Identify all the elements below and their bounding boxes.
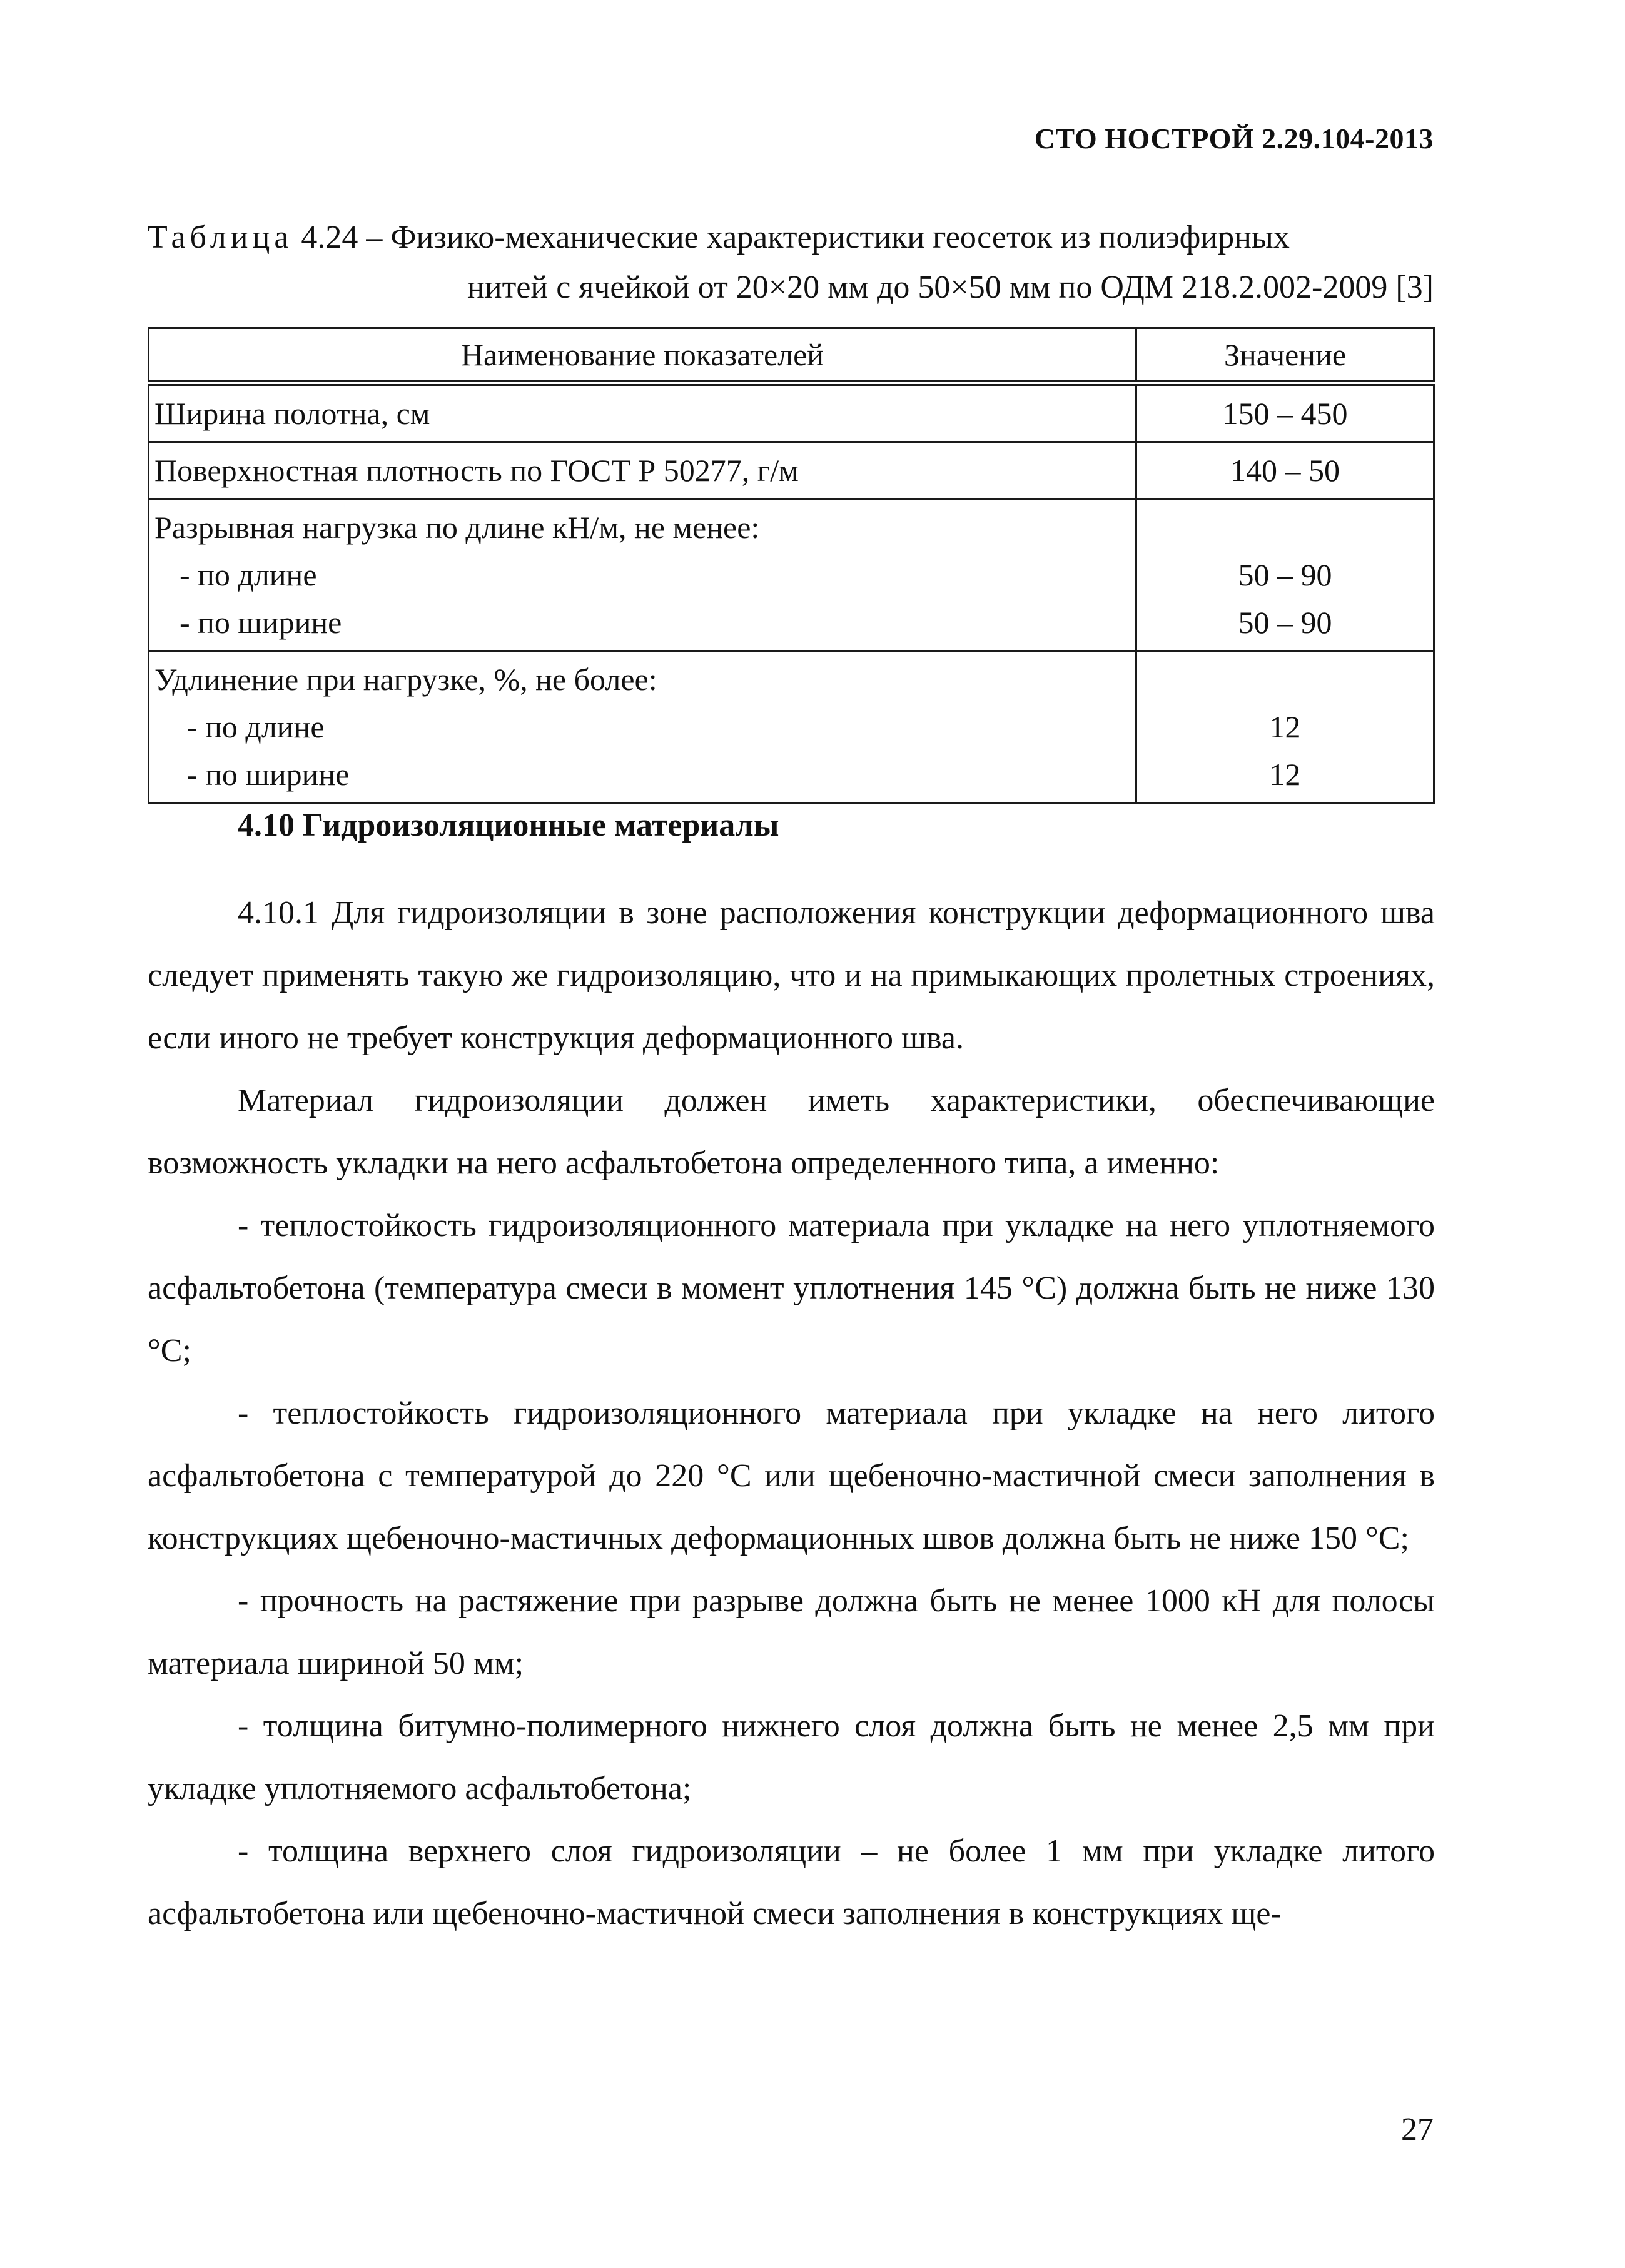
document-header: СТО НОСТРОЙ 2.29.104-2013 [1034,123,1434,154]
group-item: - по длине [187,709,325,744]
body-text [148,882,1435,1945]
paragraph: 4.10.1 Для гидроизоляции в зоне расположения конструкции деформационного шва следует применять такую же гидроизоляцию, что и на примыкающих пролетных строениях, если иного не требует конструкция деформационного шва. [148,895,1435,1056]
table-row [149,651,1434,803]
group-values [1136,651,1434,803]
table-row [149,383,1434,442]
table-caption [148,213,1434,313]
row-name: Поверхностная плотность по ГОСТ Р 50277, г/м [149,442,1136,499]
section-title: 4.10 Гидроизоляционные материалы [238,807,779,843]
paragraph: - теплостойкость гидроизоляционного материала при укладке на него уплотняемого асфальтобетона (температура смеси в момент уплотнения 145 °С) должна быть не ниже 130 °С; [148,1208,1435,1369]
group-values [1136,499,1434,651]
group-value: 50 – 90 [1238,605,1332,640]
row-value: 150 – 450 [1136,383,1434,442]
paragraph: - теплостойкость гидроизоляционного материала при укладке на него литого асфальтобетона с температурой до 220 °С или щебеночно-мастичной смеси заполнения в конструкциях щебеночно-мастичных деформационных швов должна быть не ниже 150 °С; [148,1395,1435,1556]
table-header-row [149,328,1434,383]
group-value: 12 [1269,709,1301,744]
group-value: 12 [1269,757,1301,792]
caption-line1: 4.24 – Физико-механические характеристики геосеток из полиэфирных [293,220,1290,255]
caption-word: Таблица [148,220,293,255]
group-item: - по длине [180,557,317,592]
paragraph: - прочность на растяжение при разрыве должна быть не менее 1000 кН для полосы материала шириной 50 мм; [148,1583,1435,1681]
group-title: Удлинение при нагрузке, %, не более: [154,662,657,697]
group-item: - по ширине [180,605,342,640]
page-number: 27 [1401,2112,1434,2147]
group-cell [149,651,1136,803]
group-value: 50 – 90 [1238,557,1332,592]
row-name: Ширина полотна, см [149,383,1136,442]
header-value: Значение [1136,328,1434,383]
table-row [149,499,1434,651]
header-name: Наименование показателей [149,328,1136,383]
spec-table [148,327,1435,804]
paragraph: - толщина битумно-полимерного нижнего слоя должна быть не менее 2,5 мм при укладке уплотняемого асфальтобетона; [148,1708,1435,1806]
row-value: 140 – 50 [1136,442,1434,499]
caption-line2: нитей с ячейкой от 20×20 мм до 50×50 мм по ОДМ 218.2.002-2009 [3] [467,270,1434,305]
table-row [149,442,1434,499]
paragraph: - толщина верхнего слоя гидроизоляции – не более 1 мм при укладке литого асфальтобетона или щебеночно-мастичной смеси заполнения в конструкциях ще- [148,1833,1435,1931]
paragraph: Материал гидроизоляции должен иметь характеристики, обеспечивающие возможность укладки на него асфальтобетона определенного типа, а именно: [148,1083,1435,1181]
group-item: - по ширине [187,757,350,792]
group-cell [149,499,1136,651]
group-title: Разрывная нагрузка по длине кН/м, не менее: [154,510,760,545]
